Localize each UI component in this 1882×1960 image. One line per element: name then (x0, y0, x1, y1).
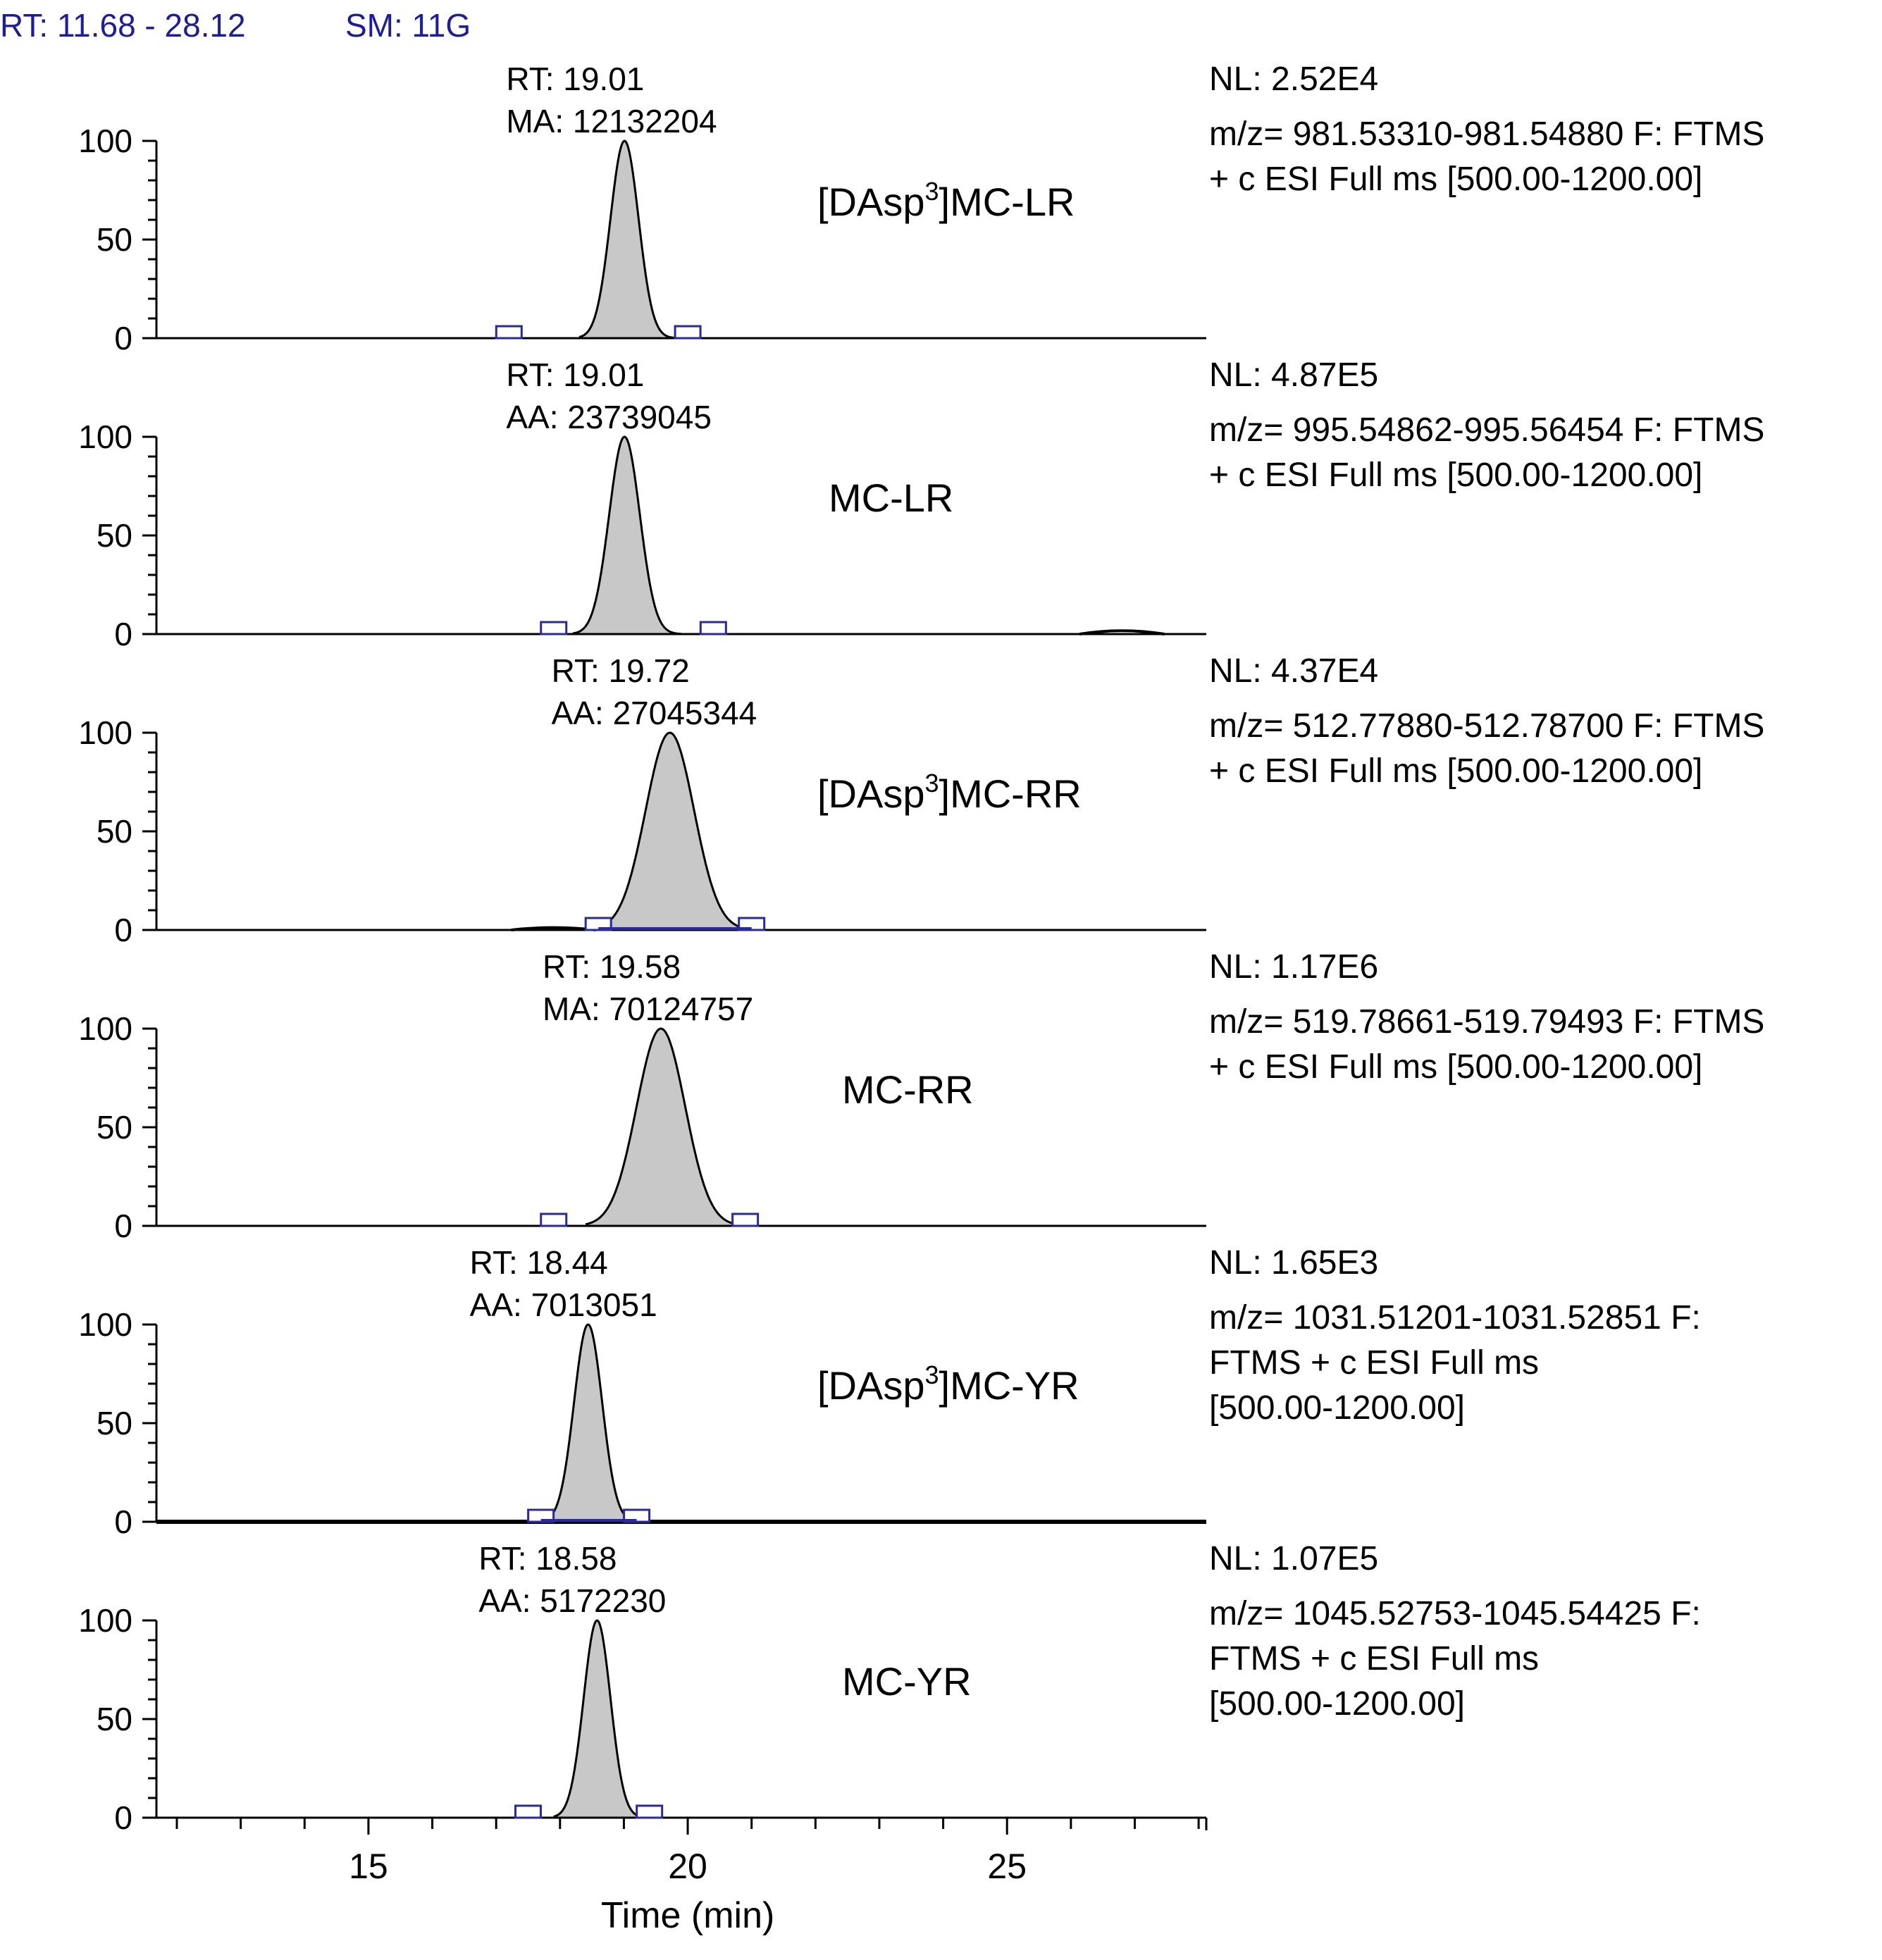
scan-filter-line: + c ESI Full ms [500.00-1200.00] (1209, 161, 1703, 198)
compound-label (829, 476, 953, 520)
peak-rt-label: RT: 19.01 (506, 61, 645, 97)
y-tick-label: 50 (96, 221, 132, 258)
boundary-marker (515, 1806, 540, 1818)
panel-4 (78, 948, 1764, 1244)
compound-label (817, 177, 1075, 224)
boundary-marker (541, 1214, 567, 1226)
compound-name: [DAsp (817, 771, 925, 816)
compound-name: MC-YR (842, 1659, 972, 1704)
panel-1 (78, 61, 1764, 356)
x-tick-label: 15 (349, 1847, 388, 1886)
compound-superscript: 3 (924, 177, 939, 206)
normalization-level: NL: 1.65E3 (1209, 1244, 1379, 1282)
peak-area (541, 1325, 637, 1522)
panel-6 (78, 1540, 1701, 1836)
peak-area-label: MA: 70124757 (542, 991, 754, 1027)
boundary-marker (637, 1806, 662, 1818)
peak-area (586, 1029, 752, 1226)
x-axis-label: Time (min) (600, 1895, 775, 1936)
normalization-level: NL: 2.52E4 (1209, 61, 1379, 98)
scan-filter-line: FTMS + c ESI Full ms (1209, 1640, 1540, 1677)
y-tick-label: 0 (114, 1503, 132, 1540)
normalization-level: NL: 1.07E5 (1209, 1540, 1379, 1577)
compound-name-suffix: ]MC-YR (939, 1363, 1079, 1408)
compound-label (842, 1067, 974, 1112)
y-tick-label: 0 (114, 1208, 132, 1244)
scan-filter-line: + c ESI Full ms [500.00-1200.00] (1209, 752, 1703, 790)
panel-5 (78, 1244, 1701, 1540)
peak-area (573, 437, 681, 634)
compound-name: [DAsp (817, 1363, 925, 1408)
peak-area-label: AA: 7013051 (469, 1286, 657, 1323)
y-tick-label: 100 (78, 1602, 132, 1639)
boundary-marker (733, 1214, 758, 1226)
peak-rt-label: RT: 18.58 (478, 1540, 617, 1577)
rt-range-header: RT: 11.68 - 28.12 (0, 7, 246, 44)
y-tick-label: 0 (114, 1799, 132, 1836)
peak-rt-label: RT: 19.72 (551, 652, 690, 689)
scan-filter-line: + c ESI Full ms [500.00-1200.00] (1209, 457, 1703, 494)
x-tick-label: 20 (668, 1847, 707, 1886)
compound-label (817, 769, 1082, 816)
compound-superscript: 3 (924, 769, 939, 798)
y-tick-label: 0 (114, 320, 132, 356)
boundary-marker (496, 326, 521, 338)
panel-3 (78, 652, 1764, 948)
time-axis (177, 1818, 1206, 1936)
boundary-marker (541, 622, 567, 634)
panels-group (78, 61, 1764, 1836)
boundary-marker (700, 622, 726, 634)
panel-2 (78, 356, 1764, 652)
scan-filter-line: m/z= 981.53310-981.54880 F: FTMS (1209, 116, 1765, 153)
scan-filter-line: [500.00-1200.00] (1209, 1685, 1465, 1723)
compound-name-suffix: ]MC-RR (939, 771, 1082, 816)
y-tick-label: 50 (96, 813, 132, 850)
scan-filter-line: m/z= 995.54862-995.56454 F: FTMS (1209, 411, 1765, 449)
y-tick-label: 0 (114, 912, 132, 948)
compound-name-suffix: ]MC-LR (939, 180, 1075, 224)
peak-rt-label: RT: 18.44 (469, 1244, 608, 1281)
y-tick-label: 100 (78, 714, 132, 751)
y-tick-label: 50 (96, 1109, 132, 1146)
scan-filter-line: [500.00-1200.00] (1209, 1389, 1465, 1427)
y-tick-label: 100 (78, 123, 132, 159)
peak-area-label: AA: 27045344 (551, 695, 757, 731)
peak-rt-label: RT: 19.01 (506, 356, 645, 393)
normalization-level: NL: 1.17E6 (1209, 948, 1379, 986)
peak-area (598, 733, 751, 930)
smoothing-header: SM: 11G (345, 7, 471, 44)
y-tick-label: 50 (96, 1405, 132, 1441)
compound-name: MC-LR (829, 476, 954, 520)
peak-area-label: AA: 5172230 (478, 1582, 667, 1619)
peak-area (579, 141, 675, 338)
scan-filter-line: m/z= 512.77880-512.78700 F: FTMS (1209, 707, 1765, 745)
peak-area-label: AA: 23739045 (506, 399, 712, 435)
x-tick-label: 25 (987, 1847, 1027, 1886)
compound-label (817, 1360, 1079, 1408)
peak-area (554, 1620, 650, 1818)
y-tick-label: 50 (96, 1701, 132, 1737)
scan-filter-line: + c ESI Full ms [500.00-1200.00] (1209, 1048, 1703, 1086)
peak-rt-label: RT: 19.58 (542, 948, 681, 985)
compound-name: MC-RR (842, 1067, 974, 1112)
y-tick-label: 100 (78, 1306, 132, 1343)
y-tick-label: 100 (78, 1010, 132, 1047)
boundary-marker (675, 326, 700, 338)
scan-filter-line: m/z= 1045.52753-1045.54425 F: (1209, 1595, 1701, 1632)
normalization-level: NL: 4.37E4 (1209, 652, 1379, 690)
compound-label (842, 1659, 972, 1704)
y-tick-label: 0 (114, 616, 132, 652)
peak-area-label: MA: 12132204 (506, 103, 717, 139)
y-tick-label: 100 (78, 418, 132, 455)
normalization-level: NL: 4.87E5 (1209, 356, 1379, 394)
scan-filter-line: m/z= 1031.51201-1031.52851 F: (1209, 1299, 1701, 1336)
y-tick-label: 50 (96, 517, 132, 554)
compound-name: [DAsp (817, 180, 925, 224)
scan-filter-line: FTMS + c ESI Full ms (1209, 1344, 1540, 1382)
scan-filter-line: m/z= 519.78661-519.79493 F: FTMS (1209, 1003, 1765, 1041)
compound-superscript: 3 (924, 1360, 939, 1389)
